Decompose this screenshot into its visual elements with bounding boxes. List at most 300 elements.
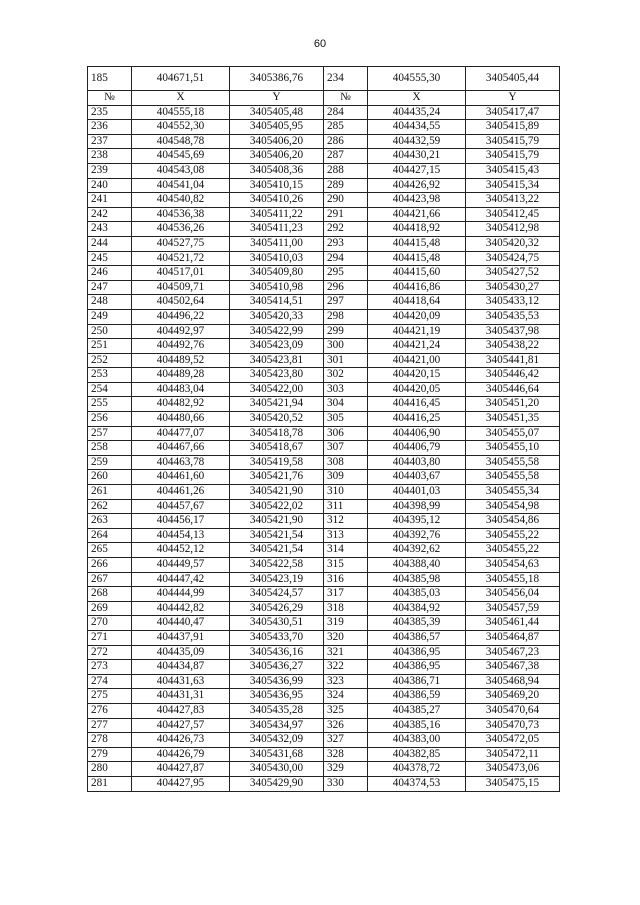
x-left: 404437,91 (132, 630, 230, 645)
y-right: 3405415,89 (466, 120, 560, 135)
point-number-right: 298 (324, 309, 368, 324)
y-left: 3405405,48 (230, 105, 324, 120)
y-left: 3405406,20 (230, 149, 324, 164)
table-row (88, 733, 560, 748)
table-row (88, 514, 560, 529)
y-left: 3405419,58 (230, 455, 324, 470)
y-right: 3405412,45 (466, 207, 560, 222)
point-number-right: 312 (324, 514, 368, 529)
y-left: 3405410,15 (230, 178, 324, 193)
point-number-left: 235 (88, 105, 132, 120)
x-left: 404447,42 (132, 572, 230, 587)
x-left: 404552,30 (132, 120, 230, 135)
y-right: 3405424,75 (466, 251, 560, 266)
x-right: 404392,62 (368, 543, 466, 558)
y-right: 3405420,32 (466, 236, 560, 251)
x-right: 404392,76 (368, 528, 466, 543)
x-left: 404440,47 (132, 616, 230, 631)
y-left: 3405420,52 (230, 412, 324, 427)
x-left: 404434,87 (132, 660, 230, 675)
point-number-left: 274 (88, 674, 132, 689)
header-y-right: Y (466, 91, 560, 106)
point-number-right: 316 (324, 572, 368, 587)
point-number-right: 329 (324, 762, 368, 777)
table-row (88, 120, 560, 135)
y-right: 3405451,20 (466, 397, 560, 412)
table-row (88, 543, 560, 558)
y-right: 3405415,34 (466, 178, 560, 193)
x-left: 404426,79 (132, 747, 230, 762)
x-left: 404477,07 (132, 426, 230, 441)
table-row (88, 747, 560, 762)
y-right: 3405405,44 (466, 67, 560, 91)
point-number-right: 304 (324, 397, 368, 412)
point-number-right: 308 (324, 455, 368, 470)
y-right: 3405435,53 (466, 309, 560, 324)
y-left: 3405421,54 (230, 528, 324, 543)
table-row (88, 236, 560, 251)
point-number-right: 294 (324, 251, 368, 266)
point-number-right: 290 (324, 193, 368, 208)
header-row (88, 91, 560, 106)
x-left: 404496,22 (132, 309, 230, 324)
header-y-left: Y (230, 91, 324, 106)
point-number-right: 288 (324, 163, 368, 178)
x-right: 404385,27 (368, 703, 466, 718)
point-number-right: 319 (324, 616, 368, 631)
x-right: 404421,24 (368, 339, 466, 354)
x-right: 404420,09 (368, 309, 466, 324)
point-number-left: 246 (88, 266, 132, 281)
table-row (88, 674, 560, 689)
table-row (88, 382, 560, 397)
table-row (88, 645, 560, 660)
point-number-left: 254 (88, 382, 132, 397)
point-number-left: 260 (88, 470, 132, 485)
y-right: 3405451,35 (466, 412, 560, 427)
table-row (88, 149, 560, 164)
table-row (88, 587, 560, 602)
x-left: 404452,12 (132, 543, 230, 558)
point-number-left: 238 (88, 149, 132, 164)
y-left: 3405411,00 (230, 236, 324, 251)
x-left: 404502,64 (132, 295, 230, 310)
x-right: 404416,25 (368, 412, 466, 427)
point-number-left: 256 (88, 412, 132, 427)
y-right: 3405454,63 (466, 558, 560, 573)
point-number-left: 269 (88, 601, 132, 616)
y-left: 3405423,09 (230, 339, 324, 354)
point-number-right: 302 (324, 368, 368, 383)
y-left: 3405405,95 (230, 120, 324, 135)
y-left: 3405421,90 (230, 514, 324, 529)
x-right: 404421,66 (368, 207, 466, 222)
point-number-right: 284 (324, 105, 368, 120)
y-left: 3405410,26 (230, 193, 324, 208)
x-left: 404483,04 (132, 382, 230, 397)
y-left: 3405433,70 (230, 630, 324, 645)
point-number-right: 291 (324, 207, 368, 222)
y-right: 3405473,06 (466, 762, 560, 777)
y-left: 3405414,51 (230, 295, 324, 310)
point-number-left: 255 (88, 397, 132, 412)
point-number-right: 326 (324, 718, 368, 733)
point-number-right: 293 (324, 236, 368, 251)
y-left: 3405422,00 (230, 382, 324, 397)
y-right: 3405470,73 (466, 718, 560, 733)
point-number-left: 263 (88, 514, 132, 529)
x-left: 404442,82 (132, 601, 230, 616)
x-right: 404382,85 (368, 747, 466, 762)
point-number-right: 324 (324, 689, 368, 704)
table-row (88, 718, 560, 733)
x-right: 404434,55 (368, 120, 466, 135)
table-row (88, 163, 560, 178)
x-left: 404489,28 (132, 368, 230, 383)
point-number-left: 257 (88, 426, 132, 441)
y-left: 3405421,94 (230, 397, 324, 412)
header-number-right: № (324, 91, 368, 106)
y-right: 3405472,11 (466, 747, 560, 762)
y-right: 3405455,07 (466, 426, 560, 441)
x-left: 404482,92 (132, 397, 230, 412)
x-right: 404416,86 (368, 280, 466, 295)
point-number-left: 253 (88, 368, 132, 383)
x-right: 404430,21 (368, 149, 466, 164)
table-row (88, 762, 560, 777)
x-right: 404403,80 (368, 455, 466, 470)
x-left: 404444,99 (132, 587, 230, 602)
point-number-left: 266 (88, 558, 132, 573)
point-number-right: 305 (324, 412, 368, 427)
point-number-right: 310 (324, 485, 368, 500)
point-number-left: 273 (88, 660, 132, 675)
point-number-left: 268 (88, 587, 132, 602)
y-right: 3405433,12 (466, 295, 560, 310)
x-left: 404427,87 (132, 762, 230, 777)
x-left: 404540,82 (132, 193, 230, 208)
x-right: 404435,24 (368, 105, 466, 120)
y-right: 3405438,22 (466, 339, 560, 354)
x-left: 404548,78 (132, 134, 230, 149)
y-right: 3405454,98 (466, 499, 560, 514)
point-number-left: 275 (88, 689, 132, 704)
x-left: 404527,75 (132, 236, 230, 251)
table-row (88, 455, 560, 470)
table-row (88, 222, 560, 237)
point-number-left: 281 (88, 776, 132, 791)
y-right: 3405469,20 (466, 689, 560, 704)
y-left: 3405422,02 (230, 499, 324, 514)
y-left: 3405386,76 (230, 67, 324, 91)
header-number-left: № (88, 91, 132, 106)
y-left: 3405409,80 (230, 266, 324, 281)
point-number-left: 276 (88, 703, 132, 718)
x-left: 404536,26 (132, 222, 230, 237)
x-right: 404386,57 (368, 630, 466, 645)
x-right: 404383,00 (368, 733, 466, 748)
y-right: 3405412,98 (466, 222, 560, 237)
point-number-left: 242 (88, 207, 132, 222)
x-right: 404420,05 (368, 382, 466, 397)
x-right: 404386,71 (368, 674, 466, 689)
point-number-left: 259 (88, 455, 132, 470)
carryover-row (88, 67, 560, 91)
y-right: 3405415,43 (466, 163, 560, 178)
x-left: 404517,01 (132, 266, 230, 281)
y-right: 3405455,22 (466, 543, 560, 558)
x-right: 404555,30 (368, 67, 466, 91)
point-number-right: 289 (324, 178, 368, 193)
y-left: 3405432,09 (230, 733, 324, 748)
table-row (88, 572, 560, 587)
y-right: 3405455,10 (466, 441, 560, 456)
x-right: 404406,90 (368, 426, 466, 441)
y-left: 3405408,36 (230, 163, 324, 178)
y-right: 3405437,98 (466, 324, 560, 339)
y-left: 3405436,16 (230, 645, 324, 660)
table-row (88, 558, 560, 573)
point-number-right: 286 (324, 134, 368, 149)
y-left: 3405423,19 (230, 572, 324, 587)
y-left: 3405423,81 (230, 353, 324, 368)
y-right: 3405461,44 (466, 616, 560, 631)
table-row (88, 193, 560, 208)
y-right: 3405455,18 (466, 572, 560, 587)
x-left: 404427,57 (132, 718, 230, 733)
x-left: 404431,63 (132, 674, 230, 689)
table-row (88, 251, 560, 266)
point-number-left: 277 (88, 718, 132, 733)
x-right: 404420,15 (368, 368, 466, 383)
table-row (88, 689, 560, 704)
y-left: 3405429,90 (230, 776, 324, 791)
x-left: 404480,66 (132, 412, 230, 427)
y-right: 3405456,04 (466, 587, 560, 602)
y-right: 3405441,81 (466, 353, 560, 368)
x-left: 404457,67 (132, 499, 230, 514)
y-right: 3405464,87 (466, 630, 560, 645)
table-row (88, 207, 560, 222)
point-number-left: 278 (88, 733, 132, 748)
header-x-right: X (368, 91, 466, 106)
point-number-left: 245 (88, 251, 132, 266)
y-left: 3405422,58 (230, 558, 324, 573)
x-left: 404454,13 (132, 528, 230, 543)
point-number-right: 325 (324, 703, 368, 718)
point-number-right: 300 (324, 339, 368, 354)
point-number-right: 306 (324, 426, 368, 441)
point-number-left: 244 (88, 236, 132, 251)
x-right: 404403,67 (368, 470, 466, 485)
x-left: 404456,17 (132, 514, 230, 529)
y-right: 3405472,05 (466, 733, 560, 748)
point-number-left: 261 (88, 485, 132, 500)
x-right: 404384,92 (368, 601, 466, 616)
point-number-left: 258 (88, 441, 132, 456)
x-right: 404432,59 (368, 134, 466, 149)
table-row (88, 499, 560, 514)
table-row (88, 776, 560, 791)
y-left: 3405410,98 (230, 280, 324, 295)
point-number-right: 297 (324, 295, 368, 310)
y-right: 3405455,58 (466, 455, 560, 470)
point-number-left: 239 (88, 163, 132, 178)
point-number-left: 240 (88, 178, 132, 193)
table-row (88, 441, 560, 456)
y-left: 3405421,54 (230, 543, 324, 558)
x-left: 404427,83 (132, 703, 230, 718)
header-x-left: X (132, 91, 230, 106)
x-left: 404536,38 (132, 207, 230, 222)
point-number-right: 323 (324, 674, 368, 689)
table-row (88, 660, 560, 675)
x-right: 404415,48 (368, 236, 466, 251)
x-right: 404386,95 (368, 660, 466, 675)
y-right: 3405467,23 (466, 645, 560, 660)
y-right: 3405430,27 (466, 280, 560, 295)
table-row (88, 397, 560, 412)
table-row (88, 601, 560, 616)
y-right: 3405446,42 (466, 368, 560, 383)
x-left: 404509,71 (132, 280, 230, 295)
page-number: 60 (313, 38, 327, 50)
x-right: 404423,98 (368, 193, 466, 208)
x-right: 404426,92 (368, 178, 466, 193)
x-left: 404461,60 (132, 470, 230, 485)
table-row (88, 266, 560, 281)
table-row (88, 630, 560, 645)
y-right: 3405455,34 (466, 485, 560, 500)
x-right: 404415,60 (368, 266, 466, 281)
y-right: 3405457,59 (466, 601, 560, 616)
x-right: 404421,00 (368, 353, 466, 368)
x-left: 404427,95 (132, 776, 230, 791)
point-number-right: 303 (324, 382, 368, 397)
table-row (88, 353, 560, 368)
x-right: 404385,39 (368, 616, 466, 631)
x-left: 404545,69 (132, 149, 230, 164)
y-left: 3405410,03 (230, 251, 324, 266)
x-right: 404401,03 (368, 485, 466, 500)
point-number-right: 313 (324, 528, 368, 543)
table-row (88, 309, 560, 324)
point-number-right: 292 (324, 222, 368, 237)
y-right: 3405454,86 (466, 514, 560, 529)
table-body (88, 105, 560, 791)
x-right: 404416,45 (368, 397, 466, 412)
y-left: 3405430,00 (230, 762, 324, 777)
y-left: 3405411,22 (230, 207, 324, 222)
table-row (88, 470, 560, 485)
y-left: 3405434,97 (230, 718, 324, 733)
x-left: 404431,31 (132, 689, 230, 704)
table-row (88, 105, 560, 120)
y-right: 3405455,58 (466, 470, 560, 485)
table-row (88, 368, 560, 383)
point-number-right: 285 (324, 120, 368, 135)
point-number-left: 252 (88, 353, 132, 368)
point-number-right: 311 (324, 499, 368, 514)
point-number-left: 248 (88, 295, 132, 310)
y-right: 3405417,47 (466, 105, 560, 120)
table-row (88, 485, 560, 500)
point-number-left: 237 (88, 134, 132, 149)
x-right: 404418,64 (368, 295, 466, 310)
x-right: 404406,79 (368, 441, 466, 456)
point-number-right: 321 (324, 645, 368, 660)
coordinates-table (87, 66, 560, 792)
point-number-right: 287 (324, 149, 368, 164)
y-left: 3405426,29 (230, 601, 324, 616)
x-right: 404395,12 (368, 514, 466, 529)
y-left: 3405423,80 (230, 368, 324, 383)
point-number-right: 322 (324, 660, 368, 675)
y-right: 3405446,64 (466, 382, 560, 397)
table-row (88, 426, 560, 441)
y-left: 3405435,28 (230, 703, 324, 718)
x-left: 404489,52 (132, 353, 230, 368)
point-number-right: 309 (324, 470, 368, 485)
y-left: 3405420,33 (230, 309, 324, 324)
point-number-right: 327 (324, 733, 368, 748)
x-left: 404671,51 (132, 67, 230, 91)
y-right: 3405413,22 (466, 193, 560, 208)
point-number-left: 185 (88, 67, 132, 91)
y-right: 3405475,15 (466, 776, 560, 791)
point-number-right: 296 (324, 280, 368, 295)
y-left: 3405422,99 (230, 324, 324, 339)
x-right: 404386,59 (368, 689, 466, 704)
point-number-left: 251 (88, 339, 132, 354)
y-right: 3405427,52 (466, 266, 560, 281)
x-right: 404385,03 (368, 587, 466, 602)
point-number-left: 265 (88, 543, 132, 558)
table-row (88, 280, 560, 295)
y-left: 3405418,78 (230, 426, 324, 441)
point-number-right: 320 (324, 630, 368, 645)
point-number-left: 243 (88, 222, 132, 237)
y-left: 3405406,20 (230, 134, 324, 149)
point-number-left: 262 (88, 499, 132, 514)
point-number-left: 236 (88, 120, 132, 135)
y-right: 3405415,79 (466, 134, 560, 149)
x-left: 404426,73 (132, 733, 230, 748)
y-right: 3405455,22 (466, 528, 560, 543)
x-left: 404449,57 (132, 558, 230, 573)
y-left: 3405418,67 (230, 441, 324, 456)
point-number-left: 247 (88, 280, 132, 295)
y-left: 3405436,99 (230, 674, 324, 689)
y-right: 3405415,79 (466, 149, 560, 164)
table-row (88, 412, 560, 427)
point-number-right: 299 (324, 324, 368, 339)
x-right: 404385,98 (368, 572, 466, 587)
table-row (88, 324, 560, 339)
point-number-left: 249 (88, 309, 132, 324)
x-right: 404385,16 (368, 718, 466, 733)
point-number-right: 315 (324, 558, 368, 573)
y-left: 3405421,76 (230, 470, 324, 485)
table-row (88, 339, 560, 354)
point-number-right: 234 (324, 67, 368, 91)
x-left: 404467,66 (132, 441, 230, 456)
y-right: 3405470,64 (466, 703, 560, 718)
x-left: 404541,04 (132, 178, 230, 193)
x-left: 404543,08 (132, 163, 230, 178)
x-left: 404461,26 (132, 485, 230, 500)
point-number-right: 307 (324, 441, 368, 456)
